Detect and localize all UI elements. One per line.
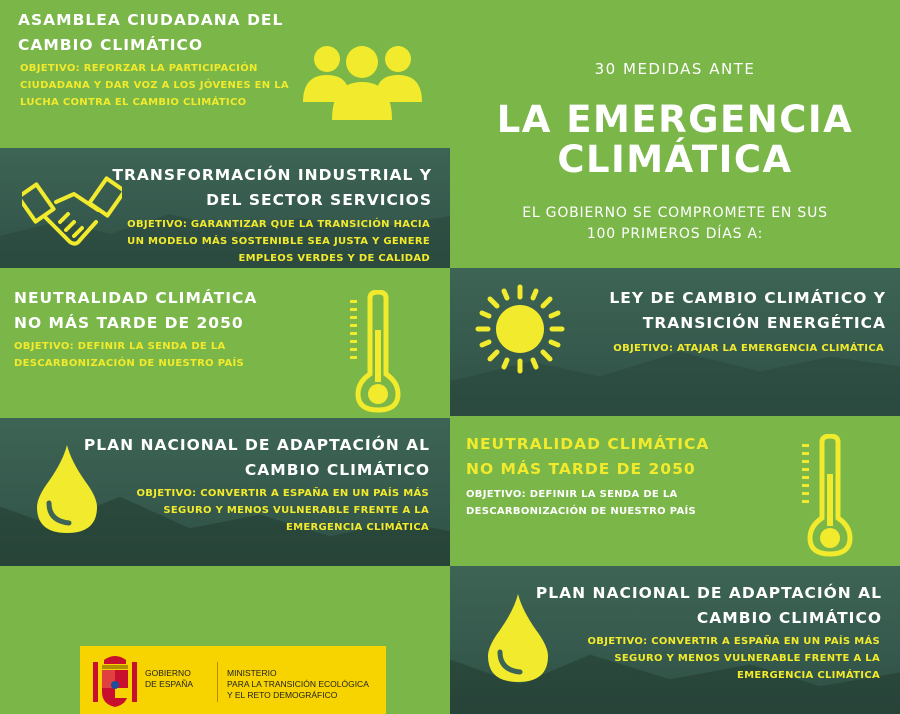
ministry-label: MINISTERIO PARA LA TRANSICIÓN ECOLÓGICA Y EL RETO DEMOGRÁFICO <box>227 668 369 700</box>
measure-title: ASAMBLEA CIUDADANA DEL CAMBIO CLIMÁTICO <box>18 11 284 54</box>
measure-objective: OBJETIVO: DEFINIR LA SENDA DE LA DESCARBONIZACIÓN DE NUESTRO PAÍS <box>466 489 697 517</box>
header-subtitle: 30 MEDIDAS ANTE <box>594 60 756 78</box>
thermometer-icon <box>348 290 404 414</box>
people-icon <box>300 40 425 122</box>
government-logo <box>80 646 386 714</box>
measure-objective: OBJETIVO: CONVERTIR A ESPAÑA EN UN PAÍS MÁS SEGURO Y MENOS VULNERABLE FRENTE A LA EMERGENCIA CLIMÁTICA <box>587 636 880 681</box>
measure-objective: OBJETIVO: GARANTIZAR QUE LA TRANSICIÓN HACIA UN MODELO MÁS SOSTENIBLE SEA JUSTA Y GENERE EMPLEOS VERDES Y DE CALIDAD <box>127 219 430 264</box>
handshake-icon <box>22 172 122 252</box>
measure-objective: OBJETIVO: CONVERTIR A ESPAÑA EN UN PAÍS MÁS SEGURO Y MENOS VULNERABLE FRENTE A LA EMERGENCIA CLIMÁTICA <box>136 488 429 533</box>
measure-title: TRANSFORMACIÓN INDUSTRIAL Y DEL SECTOR SERVICIOS <box>112 166 432 209</box>
thermometer-icon <box>800 434 856 558</box>
sun-icon <box>474 283 566 375</box>
measure-title: NEUTRALIDAD CLIMÁTICA NO MÁS TARDE DE 2050 <box>466 435 710 478</box>
measure-title: LEY DE CAMBIO CLIMÁTICO Y TRANSICIÓN ENERGÉTICA <box>609 289 886 332</box>
measure-objective: OBJETIVO: ATAJAR LA EMERGENCIA CLIMÁTICA <box>613 343 884 354</box>
government-label: GOBIERNO DE ESPAÑA <box>145 668 194 689</box>
logo-divider <box>217 662 218 702</box>
measure-objective: OBJETIVO: DEFINIR LA SENDA DE LA DESCARBONIZACIÓN DE NUESTRO PAÍS <box>14 341 245 369</box>
page-title: LA EMERGENCIA CLIMÁTICA <box>496 98 854 181</box>
measure-title: PLAN NACIONAL DE ADAPTACIÓN AL CAMBIO CLIMÁTICO <box>83 436 430 479</box>
measure-title: NEUTRALIDAD CLIMÁTICA NO MÁS TARDE DE 2050 <box>14 289 258 332</box>
header-intro: EL GOBIERNO SE COMPROMETE EN SUS 100 PRIMEROS DÍAS A: <box>522 205 828 242</box>
measure-objective: OBJETIVO: REFORZAR LA PARTICIPACIÓN CIUDADANA Y DAR VOZ A LOS JÓVENES EN LA LUCHA CONTRA EL CAMBIO CLIMÁTICO <box>20 63 289 108</box>
coat-of-arms-icon <box>90 652 140 710</box>
measure-title: PLAN NACIONAL DE ADAPTACIÓN AL CAMBIO CLIMÁTICO <box>535 584 882 627</box>
